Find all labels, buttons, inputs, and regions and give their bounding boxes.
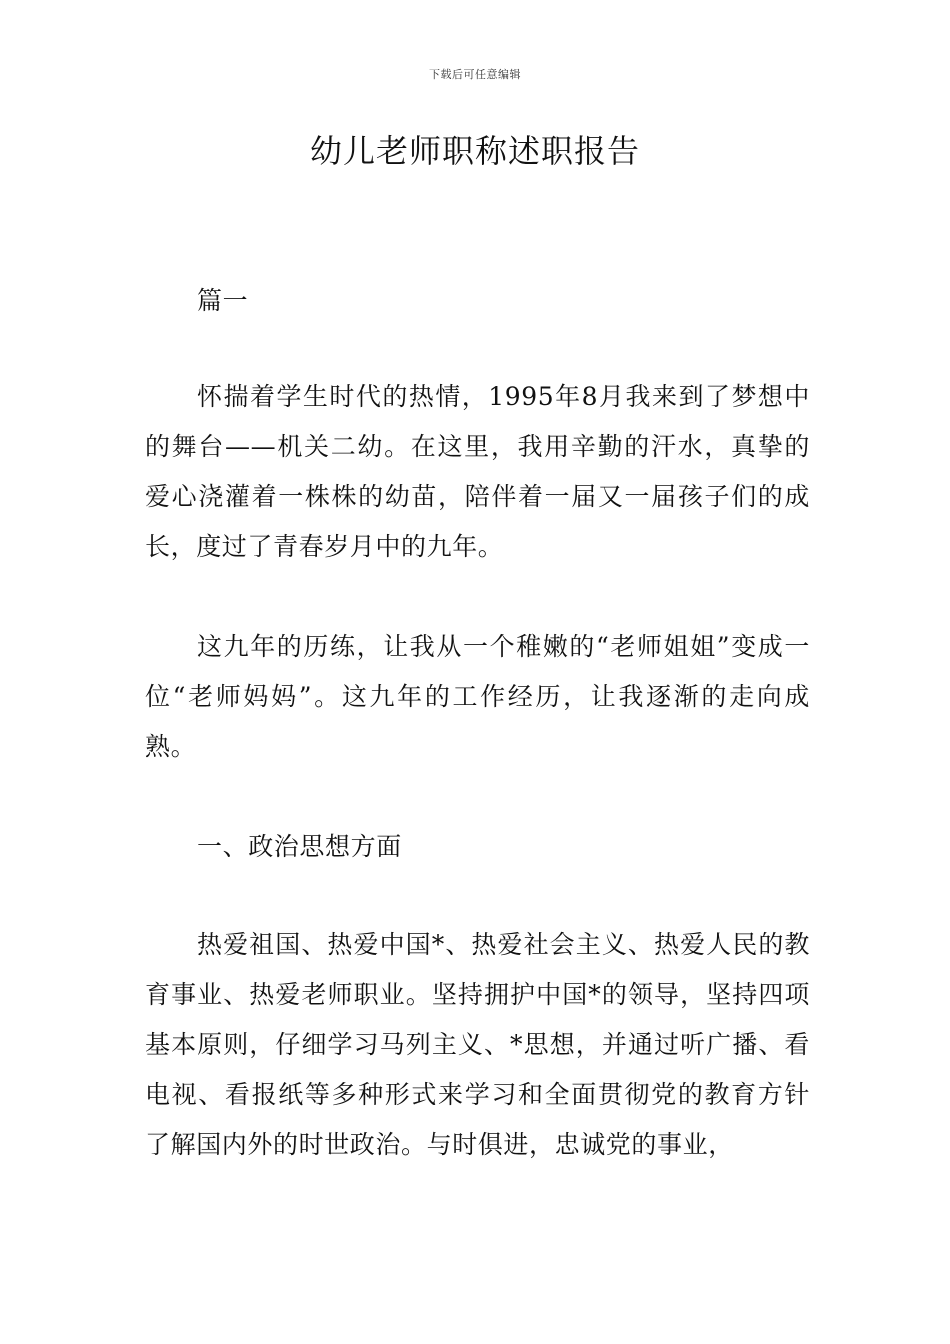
paragraph-1: 怀揣着学生时代的热情，1995年8月我来到了梦想中的舞台——机关二幼。在这里，我用辛勤的汗水，真挚的爱心浇灌着一株株的幼苗，陪伴着一届又一届孩子们的成长，度过了青春岁月中的九年。 <box>145 382 810 561</box>
header-note: 下载后可任意编辑 <box>429 68 521 81</box>
document-title: 幼儿老师职称述职报告 <box>309 132 640 170</box>
section-label: 篇一 <box>197 286 249 315</box>
paragraph-3: 热爱祖国、热爱中国*、热爱社会主义、热爱人民的教育事业、热爱老师职业。坚持拥护中国*的领导，坚持四项基本原则，仔细学习马列主义、*思想，并通过听广播、看电视、看报纸等多种形式来学习和全面贯彻党的教育方针了解国内外的时世政治。与时俱进，忠诚党的事业， <box>145 930 810 1159</box>
paragraph-2: 这九年的历练，让我从一个稚嫩的“老师姐姐”变成一位“老师妈妈”。这九年的工作经历，让我逐渐的走向成熟。 <box>145 632 810 761</box>
section-heading-political: 一、政治思想方面 <box>197 832 402 861</box>
